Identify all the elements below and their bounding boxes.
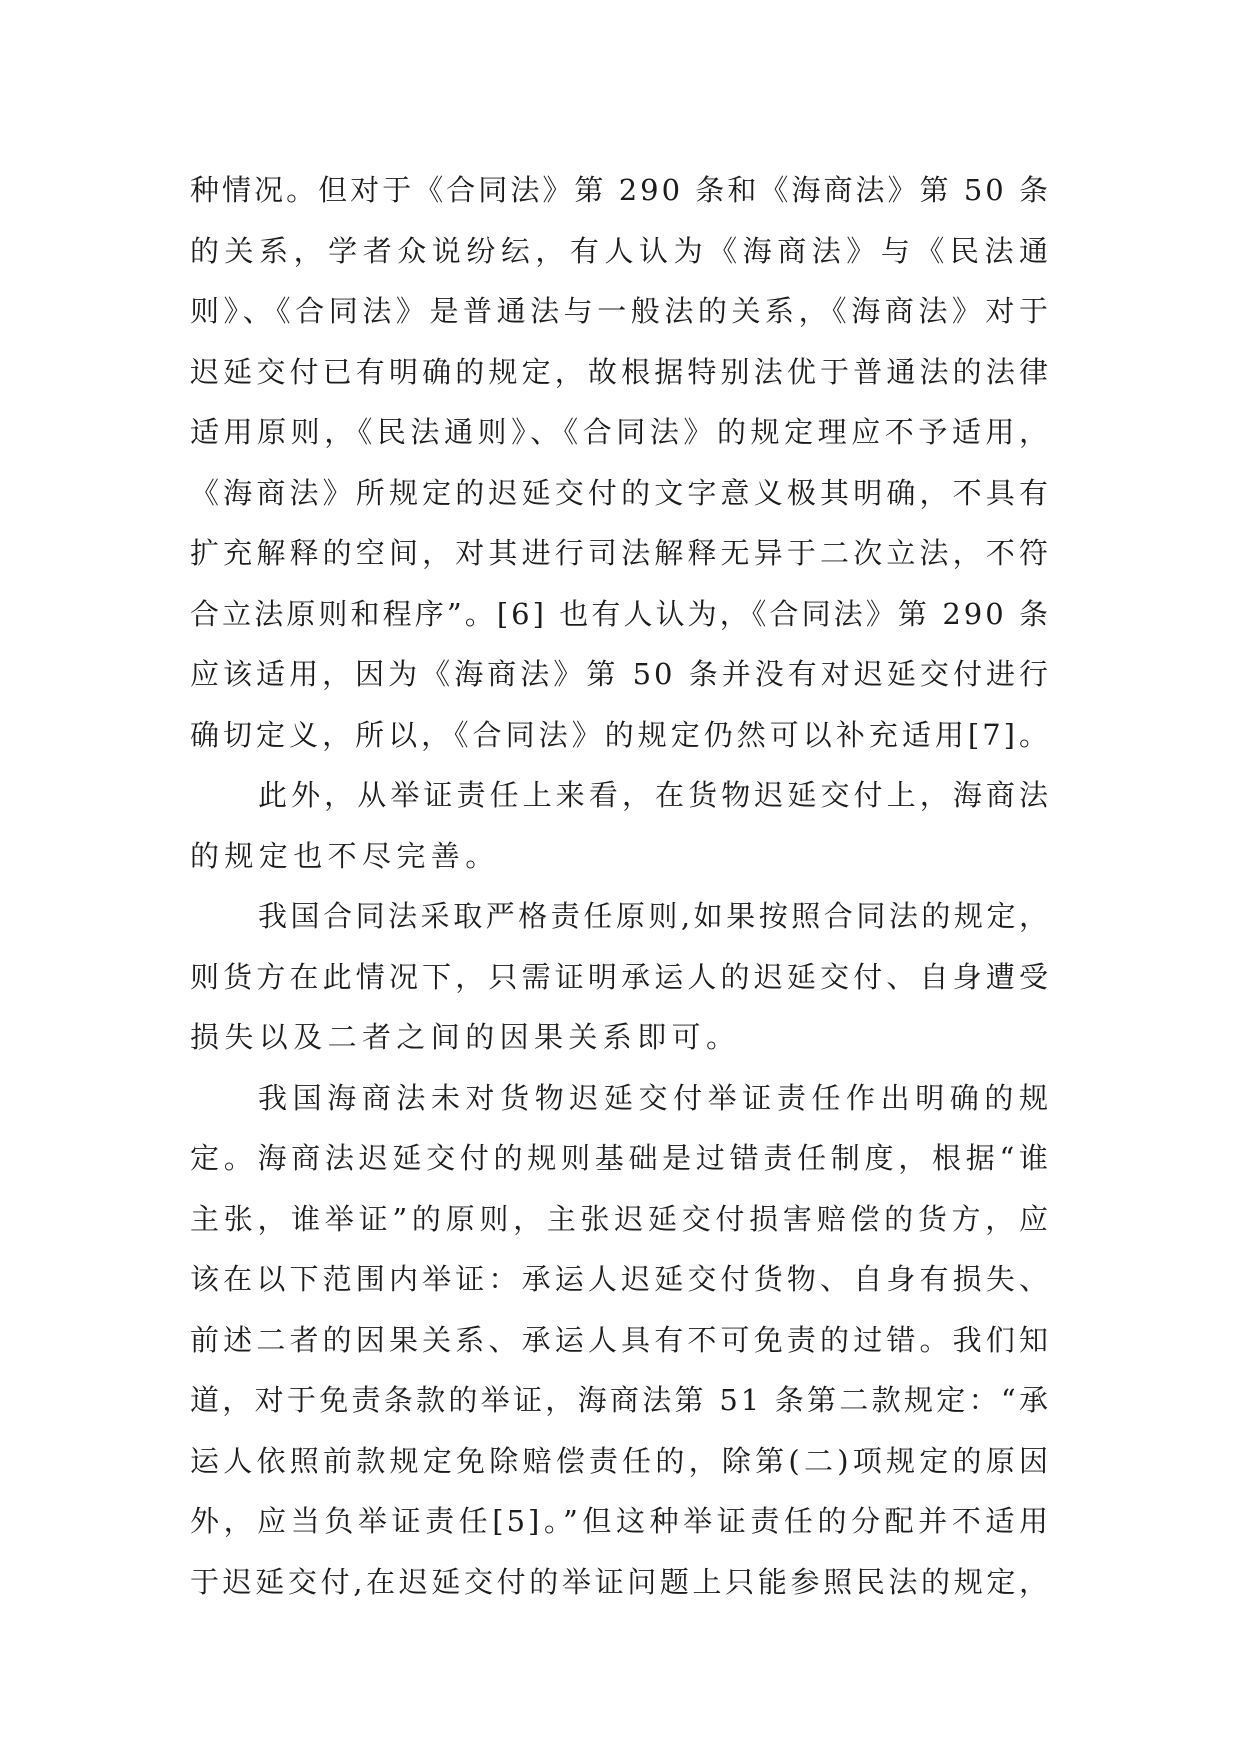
text-line: 外，应当负举证责任[5]。”但这种举证责任的分配并不适用 <box>190 1504 1051 1538</box>
text-line: 损失以及二者之间的因果关系即可。 <box>190 1020 741 1054</box>
text-line: 合立法原则和程序”。[6] 也有人认为，《合同法》第 290 条 <box>190 596 1051 631</box>
text-line: 该在以下范围内举证：承运人迟延交付货物、自身有损失、 <box>190 1262 1051 1296</box>
text-line: 我国海商法未对货物迟延交付举证责任作出明确的规 <box>258 1080 1051 1115</box>
text-line: 此外，从举证责任上来看，在货物迟延交付上，海商法 <box>258 778 1051 812</box>
text-line: 的规定也不尽完善。 <box>190 838 500 873</box>
text-line: 确切定义，所以，《合同法》的规定仍然可以补充适用[7]。 <box>190 717 1051 752</box>
paragraph-3 <box>190 886 1051 1068</box>
paragraph-2 <box>190 765 1051 886</box>
text-line: 则货方在此情况下，只需证明承运人的迟延交付、自身遭受 <box>190 959 1051 994</box>
paragraph-1 <box>190 160 1051 765</box>
text-line: 主张，谁举证”的原则，主张迟延交付损害赔偿的货方，应 <box>190 1201 1051 1236</box>
text-line: 的关系，学者众说纷纭，有人认为《海商法》与《民法通 <box>190 233 1051 268</box>
text-line: 应该适用，因为《海商法》第 50 条并没有对迟延交付进行 <box>190 657 1051 691</box>
text-line: 运人依照前款规定免除赔偿责任的，除第(二)项规定的原因 <box>190 1443 1051 1478</box>
text-line: 我国合同法采取严格责任原则,如果按照合同法的规定， <box>258 899 1051 933</box>
text-line: 则》、《合同法》是普通法与一般法的关系，《海商法》对于 <box>190 294 1051 328</box>
paragraph-4 <box>190 1068 1051 1613</box>
body-text <box>190 160 1051 1612</box>
text-line: 适用原则，《民法通则》、《合同法》的规定理应不予适用， <box>190 415 1051 449</box>
text-line: 定。海商法迟延交付的规则基础是过错责任制度，根据“谁 <box>190 1141 1051 1175</box>
text-line: 于迟延交付,在迟延交付的举证问题上只能参照民法的规定， <box>190 1564 1051 1599</box>
text-line: 《海商法》所规定的迟延交付的文字意义极其明确，不具有 <box>190 475 1051 510</box>
text-line: 种情况。但对于《合同法》第 290 条和《海商法》第 50 条 <box>190 173 1051 207</box>
text-line: 前述二者的因果关系、承运人具有不可免责的过错。我们知 <box>190 1322 1051 1357</box>
text-line: 道，对于免责条款的举证，海商法第 51 条第二款规定：“承 <box>190 1383 1051 1417</box>
text-line: 迟延交付已有明确的规定，故根据特别法优于普通法的法律 <box>190 354 1051 389</box>
text-line: 扩充解释的空间，对其进行司法解释无异于二次立法，不符 <box>190 536 1051 570</box>
